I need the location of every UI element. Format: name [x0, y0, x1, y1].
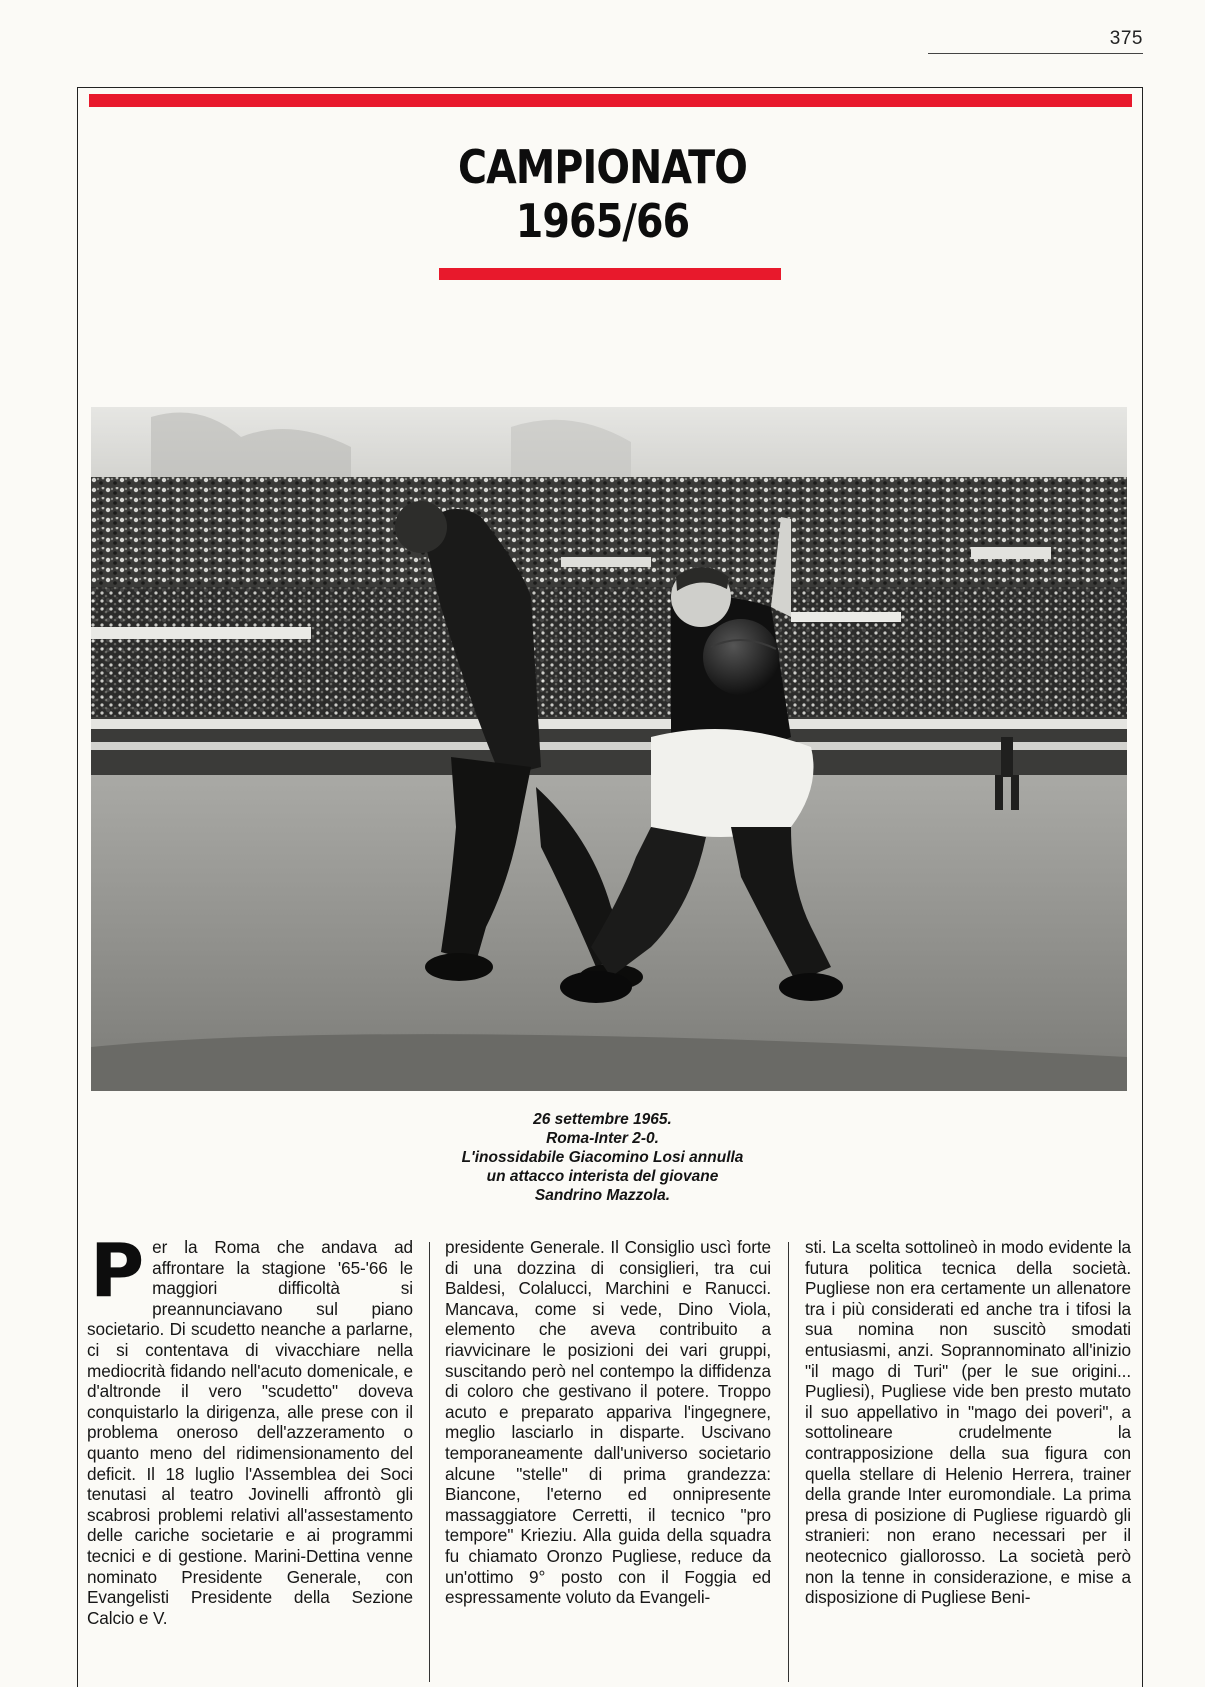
caption-line-3: L'inossidabile Giacomino Losi annulla: [461, 1149, 744, 1166]
page-number: 375: [1109, 28, 1143, 49]
article-column-2-text: presidente Generale. Il Consiglio uscì forte di una dozzina di consiglieri, tra cui Baldesi, Colalucci, Marchini e Ranucci. Mancava, come si vede, Dino Viola, elemento che aveva contribuito a riavvicinare le posizioni dei vari gruppi, suscitando però nel contempo la diffidenza di coloro che gestivano il potere. Troppo acuto e preparato appariva l'ingegnere, meglio lasciarlo in disparte. Uscivano temporaneamente dall'universo societario alcune "stelle" di prima grandezza: Biancone, l'eterno ed onnipresente massaggiatore Cerretti, il tecnico "pro tempore" Krieziu. Alla guida della squadra fu chiamato Oronzo Pugliese, reduce da un'ottimo 9° posto con il Foggia ed espressamente voluto da Evangeli-: [445, 1237, 771, 1608]
page-title: [84, 140, 1120, 248]
caption-line-1: 26 settembre 1965.: [533, 1111, 672, 1128]
caption-line-5: Sandrino Mazzola.: [534, 1187, 671, 1204]
top-red-bar: [89, 94, 1132, 107]
photo-illustration: [91, 407, 1127, 1091]
photo-caption: [300, 1110, 905, 1205]
article-column-1: [87, 1228, 413, 1628]
title-line-2: 1965/66: [515, 194, 690, 248]
page-number-rule: [928, 53, 1143, 54]
drop-cap: P: [90, 1228, 145, 1314]
caption-line-2: Roma-Inter 2-0.: [546, 1130, 659, 1147]
title-underline-bar: [439, 268, 781, 280]
article-column-3-text: sti. La scelta sottolineò in modo evidente la futura politica tecnica della società. Pugliese non era certamente un allenatore tra i più considerati ed anche tra i tifosi la sua nomina non suscitò smodati entusiasmi, anzi. Soprannominato all'inizio "il mago di Turi" (per le sue origini... Pugliesi), Pugliese vide ben presto mutato il suo appellativo in "mago dei poveri", a sottolineare crudelmente la contrapposizione della sua figura con quella stellare di Helenio Herrera, trainer della grande Inter euromondiale. La prima presa di posizione di Pugliese riguardò gli stranieri: non erano necessari per il neotecnico giallorosso. La società però non la tenne in considerazione, e mise a disposizione di Pugliese Beni-: [805, 1237, 1131, 1608]
football-match-photo: [91, 407, 1127, 1091]
caption-line-4: un attacco interista del giovane: [486, 1168, 719, 1185]
article-column-3: [805, 1237, 1131, 1608]
article-column-1-text: er la Roma che andava ad affrontare la stagione '65-'66 le maggiori difficoltà si preannunciavano sul piano societario. Di scudetto neanche a parlarne, ci si contentava di vivacchiare nella mediocrità fidando nell'acuto domenicale, e d'altronde il vero "scudetto" doveva conquistarlo la dirigenza, alle prese con il problema oneroso dell'azzeramento o quanto meno del ridimensionamento del deficit. Il 18 luglio l'Assemblea dei Soci tenutasi al teatro Jovinelli affrontò gli scabrosi problemi relativi all'assestamento delle cariche societarie e ai programmi tecnici e di gestione. Marini-Dettina venne nominato Presidente Generale, con Evangelisti Presidente della Sezione Calcio e V.: [87, 1237, 413, 1628]
article-body: [87, 1228, 1131, 1647]
article-column-2: [445, 1237, 771, 1608]
title-line-1: CAMPIONATO: [457, 140, 748, 194]
